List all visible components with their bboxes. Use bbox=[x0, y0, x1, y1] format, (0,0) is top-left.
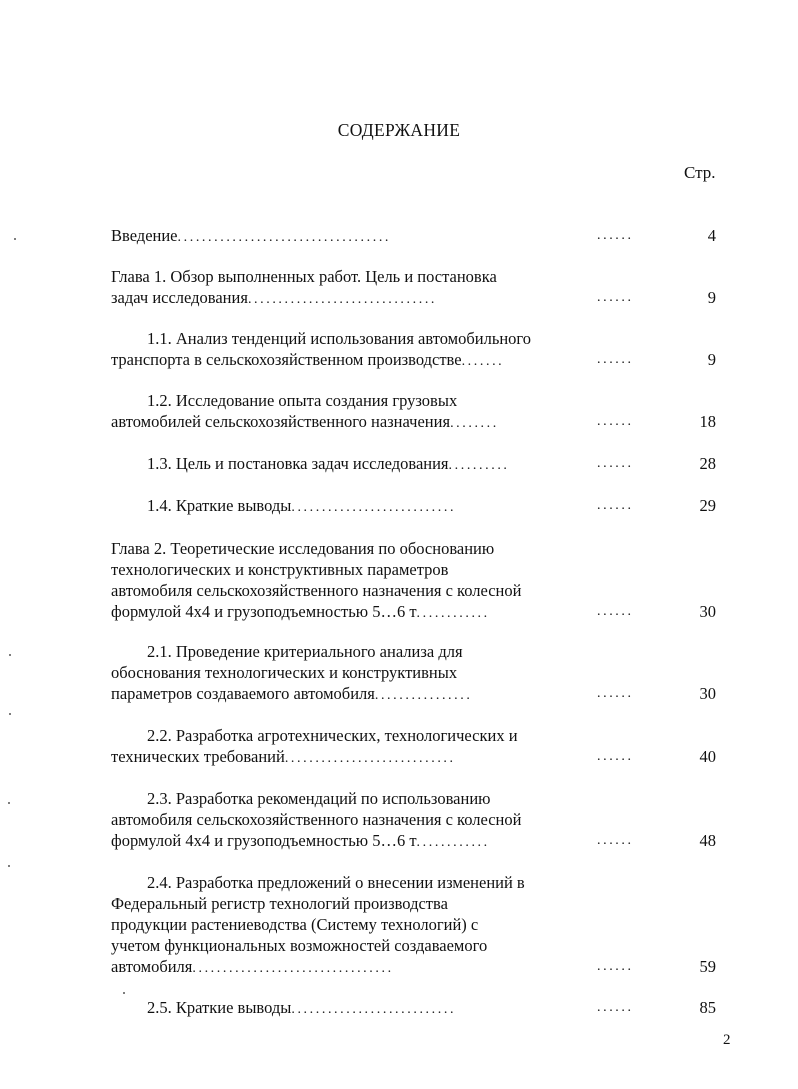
scan-speck bbox=[9, 713, 11, 715]
toc-entry-2-3[interactable] bbox=[111, 788, 716, 851]
toc-leader-dots: ................ bbox=[374, 688, 473, 703]
toc-entry-title: формулой 4х4 и грузоподъемностью 5…6 т bbox=[111, 602, 417, 621]
toc-entry-title-line: 2.3. Разработка рекомендаций по использованию bbox=[147, 789, 491, 808]
scan-speck bbox=[9, 654, 11, 656]
toc-leader-dots: ....... bbox=[461, 354, 505, 369]
page-column-label: Стр. bbox=[684, 163, 716, 182]
toc-entry-title: формулой 4х4 и грузоподъемностью 5…6 т bbox=[111, 831, 417, 850]
toc-page-number: 29 bbox=[699, 496, 716, 515]
toc-leader-dots: ............ bbox=[416, 835, 490, 850]
toc-entry-title-line: Глава 2. Теоретические исследования по обоснованию bbox=[111, 539, 495, 558]
toc-page-number: 4 bbox=[707, 226, 716, 245]
toc-page-dots: ...... bbox=[597, 1000, 634, 1015]
toc-leader-dots: ................................... bbox=[177, 230, 392, 245]
toc-leader-dots: .......... bbox=[448, 458, 510, 473]
toc-entry-title: 1.4. Краткие выводы bbox=[147, 496, 292, 515]
toc-page-number: 59 bbox=[699, 957, 716, 976]
scan-speck bbox=[14, 238, 16, 240]
toc-leader-dots: ........................... bbox=[291, 500, 457, 515]
toc-leader-dots: ............................ bbox=[284, 751, 456, 766]
toc-entry-title-line: 2.1. Проведение критериального анализа для bbox=[147, 642, 463, 661]
toc-entry-title-line: автомобиля сельскохозяйственного назначения с колесной bbox=[111, 810, 522, 829]
toc-leader-dots: ............ bbox=[416, 606, 490, 621]
toc-leader-dots: ........ bbox=[450, 416, 499, 431]
toc-entry-title-line: Глава 1. Обзор выполненных работ. Цель и постановка bbox=[111, 267, 497, 286]
scan-speck bbox=[8, 802, 10, 804]
toc-page-dots: ...... bbox=[597, 749, 634, 764]
toc-entry-title: задач исследования bbox=[111, 288, 248, 307]
toc-entry-chapter-1[interactable] bbox=[111, 266, 716, 308]
toc-page-number: 28 bbox=[699, 454, 716, 473]
toc-leader-dots: ........................... bbox=[291, 1002, 457, 1017]
toc-page-dots: ...... bbox=[597, 833, 634, 848]
toc-page-dots: ...... bbox=[597, 414, 634, 429]
toc-page-number: 9 bbox=[707, 350, 716, 369]
toc-entry-2-2[interactable] bbox=[111, 725, 716, 767]
toc-entry-2-5[interactable] bbox=[111, 997, 716, 1018]
toc-entry-2-4[interactable] bbox=[111, 872, 716, 977]
toc-entry-title-line: учетом функциональных возможностей создаваемого bbox=[111, 936, 488, 955]
document-title: СОДЕРЖАНИЕ bbox=[337, 120, 461, 140]
toc-entry-title-line: 1.1. Анализ тенденций использования автомобильного bbox=[147, 329, 532, 348]
toc-entry-title: 1.3. Цель и постановка задач исследования bbox=[147, 454, 449, 473]
toc-entry-title-line: Федеральный регистр технологий производства bbox=[111, 894, 448, 913]
toc-page-dots: ...... bbox=[597, 959, 634, 974]
toc-page-number: 30 bbox=[699, 602, 716, 621]
toc-entry-title-line: 2.2. Разработка агротехнических, технологических и bbox=[147, 726, 518, 745]
toc-entry-1-3[interactable] bbox=[111, 453, 716, 474]
toc-entry-title-line: 2.4. Разработка предложений о внесении изменений в bbox=[147, 873, 525, 892]
toc-page-number: 30 bbox=[699, 684, 716, 703]
toc-entry-chapter-2[interactable] bbox=[111, 538, 716, 622]
toc-page-dots: ...... bbox=[597, 290, 634, 305]
scan-speck bbox=[123, 992, 125, 994]
toc-entry-title: параметров создаваемого автомобиля bbox=[111, 684, 375, 703]
toc-entry-title-line: обоснования технологических и конструктивных bbox=[111, 663, 458, 682]
toc-entry-title: транспорта в сельскохозяйственном производстве bbox=[111, 350, 462, 369]
toc-page-dots: ...... bbox=[597, 498, 634, 513]
toc-entry-title-line: 1.2. Исследование опыта создания грузовых bbox=[147, 391, 458, 410]
toc-entry-1-1[interactable] bbox=[111, 328, 716, 370]
toc-page-dots: ...... bbox=[597, 352, 634, 367]
toc-page-dots: ...... bbox=[597, 456, 634, 471]
toc-page-number: 48 bbox=[699, 831, 716, 850]
toc-entry-title-line: продукции растениеводства (Систему технологий) с bbox=[111, 915, 479, 934]
scan-speck bbox=[8, 865, 10, 867]
toc-page-number: 9 bbox=[707, 288, 716, 307]
toc-page-number: 40 bbox=[699, 747, 716, 766]
toc-entry-1-2[interactable] bbox=[111, 390, 716, 432]
toc-leader-dots: ................................. bbox=[192, 961, 394, 976]
toc-page-dots: ...... bbox=[597, 228, 634, 243]
toc-page-dots: ...... bbox=[597, 686, 634, 701]
toc-entry-title: автомобилей сельскохозяйственного назначения bbox=[111, 412, 451, 431]
toc-entry-title: автомобиля bbox=[111, 957, 193, 976]
toc-page-number: 85 bbox=[699, 998, 716, 1017]
toc-entry-1-4[interactable] bbox=[111, 495, 716, 516]
toc-entry-title: 2.5. Краткие выводы bbox=[147, 998, 292, 1017]
toc-page-dots: ...... bbox=[597, 604, 634, 619]
toc-entry-title: Введение bbox=[111, 226, 178, 245]
toc-entry-2-1[interactable] bbox=[111, 641, 716, 704]
toc-page-number: 18 bbox=[699, 412, 716, 431]
toc-entry-title-line: технологических и конструктивных параметров bbox=[111, 560, 449, 579]
toc-entry-introduction[interactable] bbox=[111, 225, 716, 246]
toc-entry-title-line: автомобиля сельскохозяйственного назначения с колесной bbox=[111, 581, 522, 600]
toc-leader-dots: ............................... bbox=[247, 292, 438, 307]
toc-entry-title: технических требований bbox=[111, 747, 285, 766]
page-number: 2 bbox=[723, 1032, 731, 1048]
